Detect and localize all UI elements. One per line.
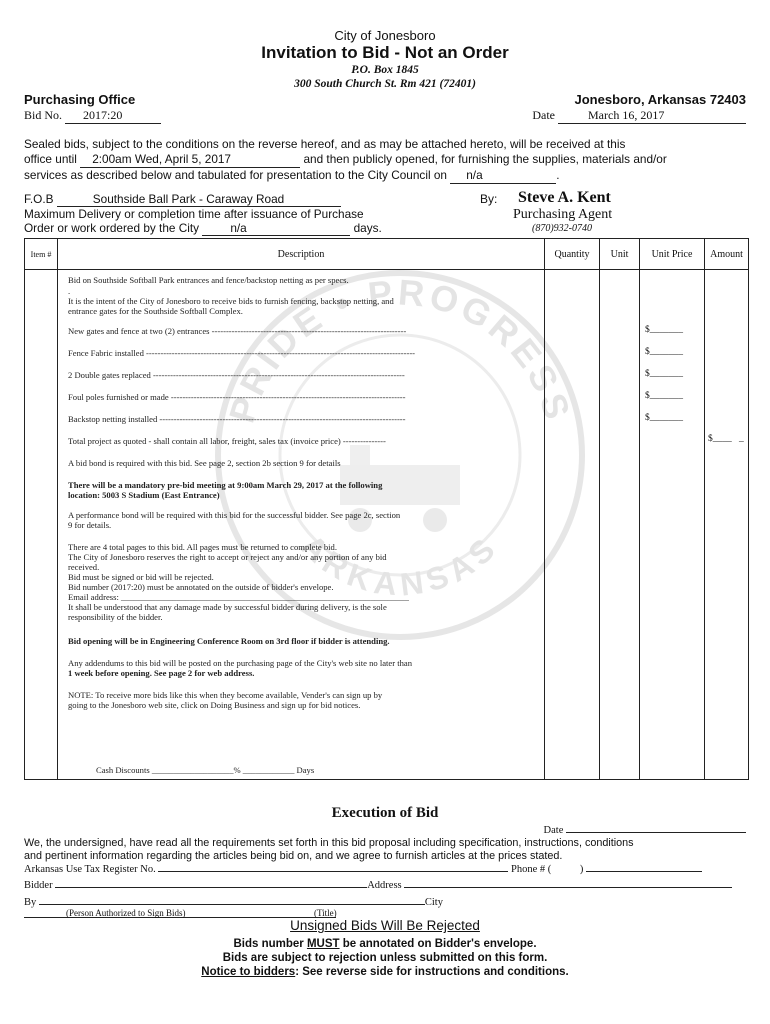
- bid-deadline: 2:00am Wed, April 5, 2017: [80, 152, 300, 168]
- intro-line-3: services as described below and tabulated for presentation to the City Council on n/a .: [24, 168, 560, 182]
- intro-office-until: office until: [24, 152, 77, 166]
- agent-title: Purchasing Agent: [513, 207, 613, 222]
- city-name: City of Jonesboro: [334, 28, 436, 43]
- envelope-notice-c: be annotated on Bidder's envelope.: [339, 938, 537, 950]
- delivery-line-1: Maximum Delivery or completion time after issuance of Purchase: [24, 207, 364, 221]
- purchasing-office: Purchasing Office: [24, 92, 136, 107]
- title-note: (Title): [314, 908, 337, 918]
- execution-date: [544, 822, 746, 836]
- bid-number-label: Bid No.: [24, 108, 63, 122]
- list-item: There are 4 total pages to this bid. All pages must be returned to complete bid.: [68, 542, 337, 552]
- bid-items-table: [24, 238, 749, 780]
- bidder-field[interactable]: [55, 878, 367, 888]
- intro-line-1: Sealed bids, subject to the conditions on the reverse hereof, and as may be attached hereto, will be received at this: [24, 137, 626, 151]
- intro-line-2: [24, 152, 748, 168]
- table-header-row: [25, 239, 749, 270]
- amount-total-blank[interactable]: $____: [708, 434, 732, 444]
- execution-paragraph: [24, 837, 754, 863]
- list-item: It is the intent of the City of Jonesboro to receive bids to furnish fencing, backstop netting, and: [68, 296, 394, 306]
- signer-by-label: By: [24, 897, 37, 908]
- signature-field[interactable]: [39, 895, 425, 905]
- list-item: Any addendums to this bid will be posted on the purchasing page of the City's web site no later than: [68, 658, 413, 668]
- issue-date-value: March 16, 2017: [558, 108, 746, 124]
- description-header: Description: [58, 239, 545, 270]
- tax-register-field[interactable]: [158, 862, 508, 872]
- tax-register-row: [24, 862, 748, 875]
- list-item: location: 5003 S Stadium (East Entrance): [68, 490, 220, 500]
- issue-date-label: Date: [532, 108, 555, 122]
- list-item: 1 week before opening. See page 2 for web address.: [68, 668, 255, 678]
- unit-price-blank[interactable]: $_______: [645, 369, 683, 379]
- delivery-days: n/a: [202, 221, 350, 236]
- amount-dash: _: [739, 434, 744, 444]
- unit-price-header: Unit Price: [640, 239, 705, 270]
- list-item: The City of Jonesboro reserves the right to accept or reject any and/or any portion of any bid: [68, 552, 387, 562]
- unit-column: [600, 270, 640, 780]
- council-date: n/a: [450, 168, 556, 184]
- description-column: [58, 270, 545, 780]
- list-item: New gates and fence at two (2) entrances --------------------------------------------------------------------: [68, 326, 407, 336]
- fob-label: F.O.B: [24, 192, 54, 206]
- unit-price-blank[interactable]: $_______: [645, 391, 683, 401]
- rejection-notice: Bids are subject to rejection unless submitted on this form.: [222, 952, 548, 964]
- list-item: Bid on Southside Softball Park entrances and fence/backstop netting as per specs.: [68, 275, 349, 285]
- bid-number: [24, 108, 161, 124]
- person-authorized-note: (Person Authorized to Sign Bids): [66, 908, 186, 918]
- envelope-notice: [0, 938, 770, 950]
- phone-label: Phone # (: [511, 864, 552, 875]
- list-item: responsibility of the bidder.: [68, 612, 163, 622]
- phone-field[interactable]: [586, 862, 702, 872]
- list-item: Backstop netting installed --------------------------------------------------------------------------------------: [68, 414, 406, 424]
- item-column: [25, 270, 58, 780]
- envelope-notice-must: MUST: [306, 938, 340, 950]
- delivery-line-2: [24, 221, 464, 236]
- unit-price-column: [640, 270, 705, 780]
- amount-column: [705, 270, 749, 780]
- quantity-header: Quantity: [545, 239, 600, 270]
- unit-header: Unit: [600, 239, 640, 270]
- execution-line-2: and pertinent information regarding the articles being bid on, and we agree to furnish articles at the prices stated.: [24, 850, 563, 862]
- envelope-notice-a: Bids number: [233, 938, 307, 950]
- list-item: 9 for details.: [68, 520, 112, 530]
- issue-date: [532, 108, 746, 124]
- list-item: Email address: ___________________________________________________________________: [68, 592, 409, 602]
- list-item: Fence Fabric installed ----------------------------------------------------------------------------------------------: [68, 348, 416, 358]
- cash-discounts: Cash Discounts ___________________% ____________ Days: [96, 765, 315, 775]
- fob-block: [24, 192, 464, 236]
- notice-to-bidders-text: : See reverse side for instructions and conditions.: [295, 966, 569, 978]
- notice-to-bidders-label: Notice to bidders: [201, 966, 296, 978]
- list-item: Bid must be signed or bid will be rejected.: [68, 572, 214, 582]
- address-label: Address: [367, 880, 402, 891]
- list-item: .: [68, 286, 71, 296]
- city-label: City: [424, 897, 443, 908]
- list-item: A performance bond will be required with this bid for the successful bidder. See page 2c, section: [68, 510, 401, 520]
- list-item: going to the Jonesboro web site, click on Doing Business and sign up for bid notices.: [68, 700, 361, 710]
- fob-value: Southside Ball Park - Caraway Road: [57, 192, 341, 207]
- list-item: It shall be understood that any damage made by successful bidder during delivery, is the sole: [68, 602, 387, 612]
- execution-date-field[interactable]: [566, 822, 746, 833]
- phone-close: ): [579, 864, 584, 875]
- list-item: NOTE: To receive more bids like this when they become available, Vender's can sign up by: [68, 690, 383, 700]
- quantity-column: [545, 270, 600, 780]
- bidder-label: Bidder: [24, 880, 53, 891]
- list-item: entrance gates for the Southside Softball Complex.: [68, 306, 243, 316]
- list-item: Bid number (2017:20) must be annotated on the outside of bidder's envelope.: [68, 582, 334, 592]
- intro-line-2-end: and then publicly opened, for furnishing the supplies, materials and/or: [303, 152, 667, 166]
- intro-paragraph: [24, 137, 748, 184]
- document-title: Invitation to Bid - Not an Order: [261, 43, 509, 62]
- agent-phone: (870)932-0740: [532, 223, 592, 234]
- unsigned-warning: Unsigned Bids Will Be Rejected: [290, 918, 480, 933]
- fob-line: [24, 192, 464, 207]
- list-item: Foul poles furnished or made ----------------------------------------------------------------------------------: [68, 392, 406, 402]
- execution-date-label: Date: [543, 825, 564, 836]
- execution-line-1: We, the undersigned, have read all the requirements set forth in this bid proposal including specification, instructions, conditions: [24, 837, 634, 849]
- bidder-row: [24, 878, 748, 891]
- po-box: P.O. Box 1845: [351, 64, 419, 76]
- list-item: received.: [68, 562, 100, 572]
- item-header: Item #: [25, 239, 58, 270]
- delivery-text: Order or work ordered by the City: [24, 221, 200, 235]
- list-item: There will be a mandatory pre-bid meeting at 9:00am March 29, 2017 at the following: [68, 480, 383, 490]
- notice-to-bidders: [0, 966, 770, 978]
- address-field[interactable]: [404, 878, 732, 888]
- by-label: By:: [480, 192, 498, 206]
- unit-price-blank[interactable]: $_______: [645, 347, 683, 357]
- days-label: days.: [353, 221, 382, 235]
- office-location: Jonesboro, Arkansas 72403: [574, 92, 746, 107]
- seal-bottom-text: ARKANSAS: [294, 527, 506, 603]
- street-address: 300 South Church St. Rm 421 (72401): [294, 78, 476, 90]
- unit-price-blank[interactable]: $_______: [645, 325, 683, 335]
- unit-price-blank[interactable]: $_______: [645, 413, 683, 423]
- amount-header: Amount: [705, 239, 749, 270]
- list-item: Bid opening will be in Engineering Conference Room on 3rd floor if bidder is attending.: [68, 636, 390, 646]
- bid-number-value: 2017:20: [65, 108, 161, 124]
- list-item: Total project as quoted - shall contain all labor, freight, sales tax (invoice price) ---------------: [68, 436, 386, 446]
- list-item: A bid bond is required with this bid. See page 2, section 2b section 9 for details: [68, 458, 341, 468]
- execution-title: Execution of Bid: [331, 805, 439, 821]
- tax-register-label: Arkansas Use Tax Register No.: [24, 864, 156, 875]
- agent-name: Steve A. Kent: [518, 189, 611, 206]
- table-body-row: [25, 270, 749, 780]
- list-item: 2 Double gates replaced ----------------------------------------------------------------------------------------: [68, 370, 405, 380]
- seal-top-text: PRIDE • PROGRESS: [220, 271, 580, 428]
- intro-council-text: services as described below and tabulated for presentation to the City Council on: [24, 168, 447, 182]
